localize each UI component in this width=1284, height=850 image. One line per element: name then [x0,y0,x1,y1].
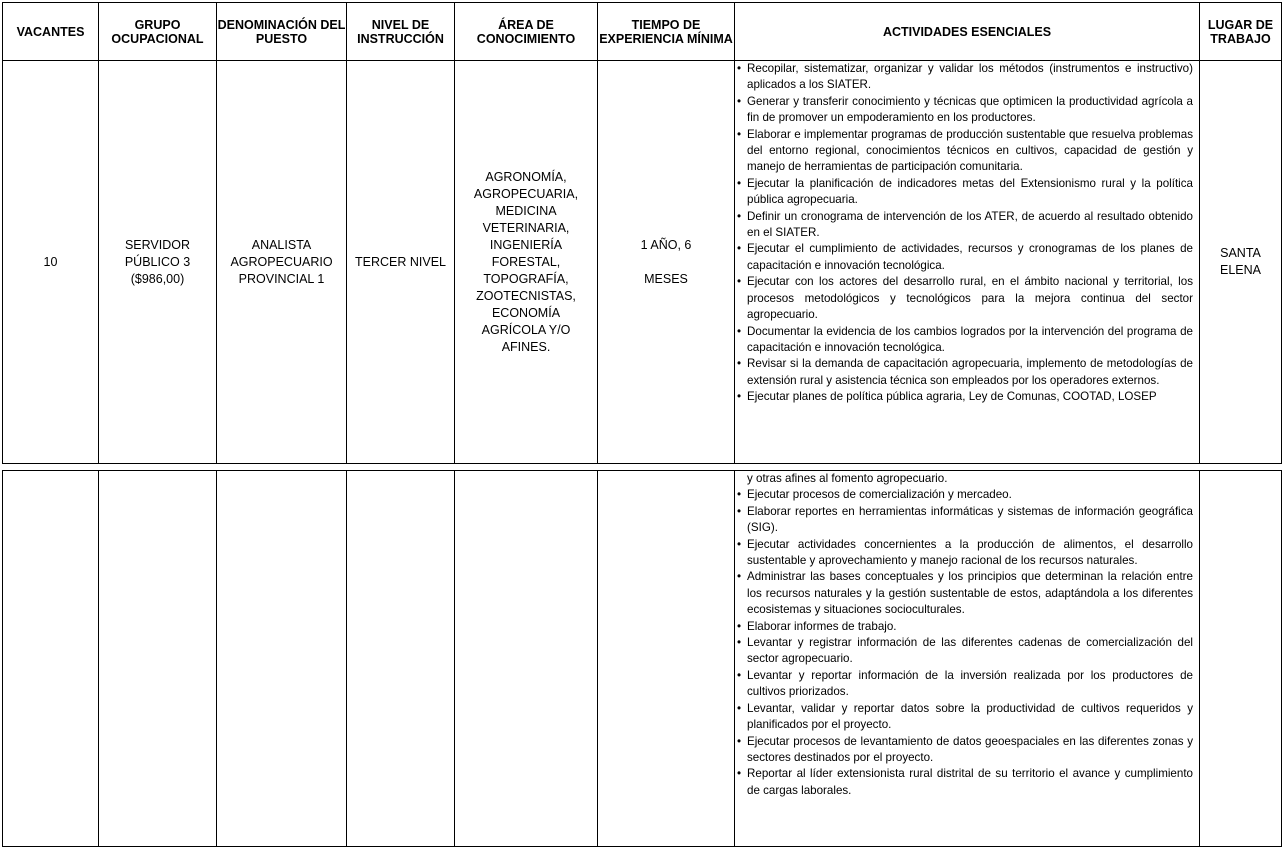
cell-actividades-continued [735,471,1200,847]
activity-item: • Ejecutar actividades concernientes a la producción de alimentos, el desarrollo sustentable y aprovechamiento y manejo racional de los recursos naturales. [735,537,1193,570]
table-row [3,471,1282,847]
job-table [2,2,1282,464]
activity-item: • Recopilar, sistematizar, organizar y validar los métodos (instrumentos e instructivo) aplicados a los SIATER. [735,61,1193,94]
activity-continuation: y otras afines al fomento agropecuario. [747,472,948,485]
tiempo-line-2: MESES [644,271,688,286]
cell-denominacion: ANALISTA AGROPECUARIO PROVINCIAL 1 [217,61,347,464]
empty-cell [1200,471,1282,847]
activities-list-page1 [735,61,1193,406]
empty-cell [99,471,217,847]
empty-cell [3,471,99,847]
activity-item: • Revisar si la demanda de capacitación agropecuaria, implemento de metodologías de extensión rural y asistencia técnica son empleados por los operadores externos. [735,356,1193,389]
cell-vacantes: 10 [3,61,99,464]
header-area-conocimiento: ÁREA DE CONOCIMIENTO [455,3,598,61]
cell-grupo-ocupacional: SERVIDOR PÚBLICO 3 ($986,00) [99,61,217,464]
activity-item: • Levantar y registrar información de las diferentes cadenas de comercialización del sector agropecuario. [735,635,1193,668]
activity-item: • Administrar las bases conceptuales y los principios que determinan la relación entre los recursos naturales y la gestión sustentable de estos, adaptándola a los diferentes ecosistemas y situaciones socioculturales. [735,569,1193,618]
activity-item: • Ejecutar con los actores del desarrollo rural, en el ámbito nacional y territorial, los procesos metodológicos y tecnológicos para la mejora continua del sector agropecuario. [735,274,1193,323]
header-nivel-instruccion: NIVEL DE INSTRUCCIÓN [347,3,455,61]
job-table-continuation [2,470,1282,847]
empty-cell [598,471,735,847]
activity-item: • Ejecutar la planificación de indicadores metas del Extensionismo rural y la política pública agropecuaria. [735,176,1193,209]
activity-item: • Levantar y reportar información de la inversión realizada por los productores de cultivos priorizados. [735,668,1193,701]
activity-item: • Ejecutar procesos de comercialización y mercadeo. [735,487,1193,503]
empty-cell [217,471,347,847]
table-row [3,61,1282,464]
tiempo-line-1: 1 AÑO, 6 [640,237,692,252]
header-grupo-ocupacional: GRUPO OCUPACIONAL [99,3,217,61]
activity-item: • Elaborar informes de trabajo. [735,619,1193,635]
cell-lugar-trabajo: SANTA ELENA [1200,61,1282,464]
header-tiempo-experiencia: TIEMPO DE EXPERIENCIA MÍNIMA [598,3,735,61]
activity-item: • Elaborar reportes en herramientas informáticas y sistemas de información geográfica (SIG). [735,504,1193,537]
activity-item: • Ejecutar planes de política pública agraria, Ley de Comunas, COOTAD, LOSEP [735,389,1193,405]
activity-item: • Definir un cronograma de intervención de los ATER, de acuerdo al resultado obtenido en el SIATER. [735,209,1193,242]
header-vacantes: VACANTES [3,3,99,61]
header-lugar-trabajo: LUGAR DE TRABAJO [1200,3,1282,61]
cell-actividades [735,61,1200,464]
activity-item: • Elaborar e implementar programas de producción sustentable que resuelva problemas del entorno regional, conocimientos técnicos en cultivos, capacidad de gestión y manejo de herramientas de participación comunitaria. [735,127,1193,176]
header-denominacion: DENOMINACIÓN DEL PUESTO [217,3,347,61]
activity-item: • Documentar la evidencia de los cambios logrados por la intervención del programa de capacitación e innovación tecnológica. [735,324,1193,357]
header-row [3,3,1282,61]
activity-item: • Generar y transferir conocimiento y técnicas que optimicen la productividad agrícola a fin de promover un empoderamiento en los productores. [735,94,1193,127]
activity-item: • Ejecutar el cumplimiento de actividades, recursos y cronogramas de los planes de capacitación e innovación tecnológica. [735,241,1193,274]
activity-item: • Levantar, validar y reportar datos sobre la productividad de cultivos requeridos y planificados por el proyecto. [735,701,1193,734]
empty-cell [347,471,455,847]
cell-area-conocimiento: AGRONOMÍA, AGROPECUARIA, MEDICINA VETERINARIA, INGENIERÍA FORESTAL, TOPOGRAFÍA, ZOOTECNISTAS, ECONOMÍA AGRÍCOLA Y/O AFINES. [455,61,598,464]
empty-cell [455,471,598,847]
activities-list-page2 [735,487,1193,799]
activity-item: • Ejecutar procesos de levantamiento de datos geoespaciales en las diferentes zonas y sectores destinados por el proyecto. [735,734,1193,767]
cell-tiempo-experiencia [598,61,735,464]
cell-nivel-instruccion: TERCER NIVEL [347,61,455,464]
header-actividades: ACTIVIDADES ESENCIALES [735,3,1200,61]
activity-item: • Reportar al líder extensionista rural distrital de su territorio el avance y cumplimiento de cargas laborales. [735,766,1193,799]
